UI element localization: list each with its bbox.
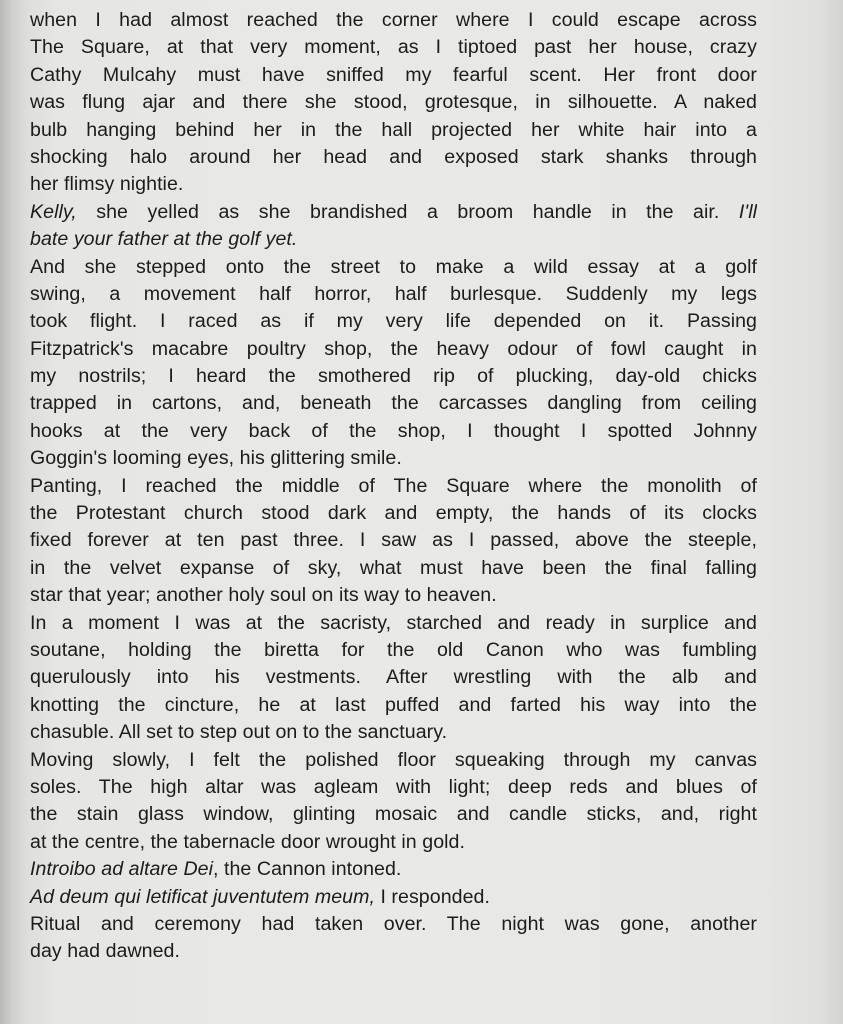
text-run: in the velvet expanse of sky, what must have been the final falling bbox=[30, 556, 757, 579]
text-run: , the Cannon intoned. bbox=[213, 858, 402, 881]
italic-text: Kelly, bbox=[30, 200, 77, 223]
text-run: the Protestant church stood dark and empty, the hands of its clocks bbox=[30, 502, 757, 525]
text-run: Moving slowly, I felt the polished floor squeaking through my canvas bbox=[30, 748, 757, 771]
text-run: at the centre, the tabernacle door wrought in gold. bbox=[30, 830, 465, 853]
text-line bbox=[30, 473, 757, 500]
text-run: soles. The high altar was agleam with light; deep reds and blues of bbox=[30, 775, 757, 798]
text-run: soutane, holding the biretta for the old Canon who was fumbling bbox=[30, 638, 757, 661]
text-line bbox=[30, 801, 757, 828]
text-run: Goggin's looming eyes, his glittering smile. bbox=[30, 447, 402, 470]
text-run: Panting, I reached the middle of The Square where the monolith of bbox=[30, 474, 757, 497]
italic-text: Ad deum qui letificat juventutem meum, bbox=[30, 885, 375, 908]
text-run: she yelled as she brandished a broom handle in the air. bbox=[76, 200, 739, 223]
text-run: bulb hanging behind her in the hall projected her white hair into a bbox=[30, 118, 757, 141]
text-run: querulously into his vestments. After wrestling with the alb and bbox=[30, 666, 757, 689]
text-line bbox=[30, 692, 757, 719]
text-run: knotting the cincture, he at last puffed and farted his way into the bbox=[30, 693, 757, 716]
text-line bbox=[30, 527, 757, 554]
text-run: swing, a movement half horror, half burlesque. Suddenly my legs bbox=[30, 282, 757, 305]
text-line bbox=[30, 390, 757, 417]
text-run: chasuble. All set to step out on to the sanctuary. bbox=[30, 721, 448, 744]
text-line bbox=[30, 582, 757, 609]
text-run: star that year; another holy soul on its way to heaven. bbox=[30, 584, 497, 607]
text-line bbox=[30, 336, 757, 363]
text-run: took flight. I raced as if my very life depended on it. Passing bbox=[30, 310, 757, 333]
text-run: The Square, at that very moment, as I tiptoed past her house, crazy bbox=[30, 36, 757, 59]
text-line bbox=[30, 774, 757, 801]
text-line bbox=[30, 555, 757, 582]
text-line bbox=[30, 34, 757, 61]
text-line bbox=[30, 199, 757, 226]
text-line bbox=[30, 938, 757, 965]
text-line bbox=[30, 445, 757, 472]
text-line bbox=[30, 7, 757, 34]
text-run: trapped in cartons, and, beneath the carcasses dangling from ceiling bbox=[30, 392, 757, 415]
text-run: fixed forever at ten past three. I saw as I passed, above the steeple, bbox=[30, 529, 757, 552]
text-run: day had dawned. bbox=[30, 940, 180, 963]
text-line bbox=[30, 363, 757, 390]
text-run: In a moment I was at the sacristy, starched and ready in surplice and bbox=[30, 611, 757, 634]
text-run: Cathy Mulcahy must have sniffed my fearful scent. Her front door bbox=[30, 63, 757, 86]
text-line bbox=[30, 144, 757, 171]
text-line bbox=[30, 500, 757, 527]
body-text bbox=[30, 7, 757, 966]
text-run: Ritual and ceremony had taken over. The night was gone, another bbox=[30, 912, 757, 935]
text-line bbox=[30, 829, 757, 856]
text-line bbox=[30, 89, 757, 116]
text-run: when I had almost reached the corner where I could escape across bbox=[30, 9, 757, 31]
text-line bbox=[30, 281, 757, 308]
text-line bbox=[30, 664, 757, 691]
text-run: the stain glass window, glinting mosaic and candle sticks, and, right bbox=[30, 803, 757, 826]
text-line bbox=[30, 117, 757, 144]
text-line bbox=[30, 226, 757, 253]
text-line bbox=[30, 610, 757, 637]
text-line bbox=[30, 308, 757, 335]
text-line bbox=[30, 747, 757, 774]
italic-text: I'll bbox=[738, 200, 757, 223]
text-run: her flimsy nightie. bbox=[30, 173, 184, 196]
text-run: Fitzpatrick's macabre poultry shop, the heavy odour of fowl caught in bbox=[30, 337, 757, 360]
text-run: my nostrils; I heard the smothered rip of plucking, day-old chicks bbox=[30, 365, 757, 388]
text-line bbox=[30, 856, 757, 883]
text-line bbox=[30, 884, 757, 911]
italic-text: Introibo ad altare Dei bbox=[30, 858, 213, 881]
text-line bbox=[30, 418, 757, 445]
text-line bbox=[30, 637, 757, 664]
text-line bbox=[30, 62, 757, 89]
italic-text: bate your father at the golf yet. bbox=[30, 228, 298, 251]
text-line bbox=[30, 171, 757, 198]
text-line bbox=[30, 911, 757, 938]
text-run: I responded. bbox=[374, 885, 490, 908]
text-run: hooks at the very back of the shop, I thought I spotted Johnny bbox=[30, 419, 757, 442]
text-run: shocking halo around her head and exposed stark shanks through bbox=[30, 145, 757, 168]
text-run: was flung ajar and there she stood, grotesque, in silhouette. A naked bbox=[30, 91, 757, 114]
text-line bbox=[30, 254, 757, 281]
text-line bbox=[30, 719, 757, 746]
text-run: And she stepped onto the street to make a wild essay at a golf bbox=[30, 255, 757, 278]
